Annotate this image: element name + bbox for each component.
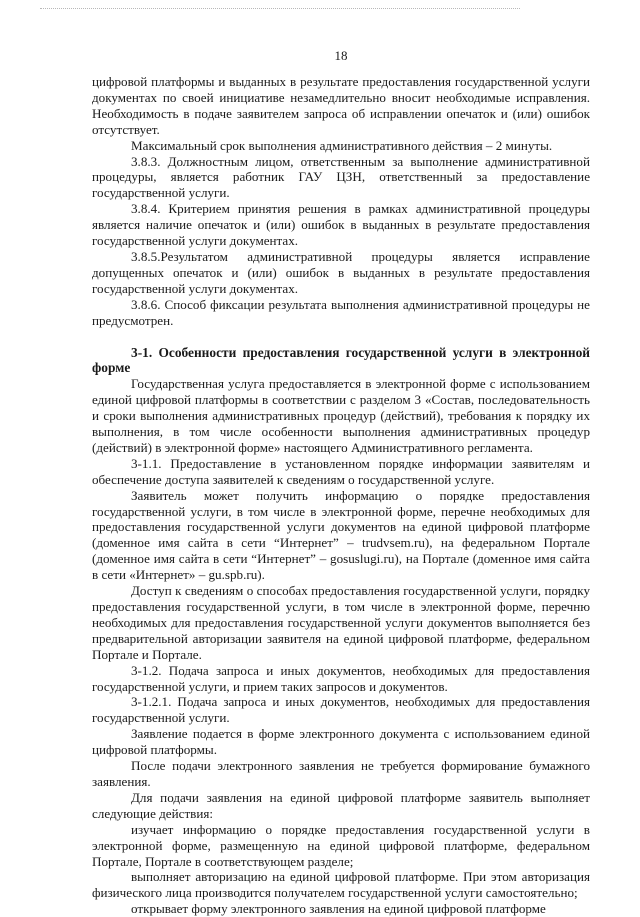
paragraph: 3.8.6. Способ фиксации результата выполнения административной процедуры не предусмотрен. <box>92 296 590 328</box>
paragraph: выполняет авторизацию на единой цифровой платформе. При этом авторизация физического лица производится получателем государственной услуги самостоятельно; <box>92 869 590 901</box>
paragraph: Доступ к сведениям о способах предоставления государственной услуги, порядку предоставления государственной услуги, в том числе в электронной форме, перечню необходимых для предоставления государственной услуги документов выполняется без предварительной авторизации заявителя на единой цифровой платформе, федеральном Портале и Портале. <box>92 583 590 662</box>
paragraph: 3.8.5.Результатом административной процедуры является исправление допущенных опечаток и (или) ошибок в выданных в результате предоставления государственной услуги документах. <box>92 248 590 296</box>
document-body <box>92 74 590 917</box>
paragraph: Государственная услуга предоставляется в электронной форме с использованием единой цифровой платформы в соответствии с разделом 3 «Состав, последовательность и сроки выполнения административных процедур (действий), требования к порядку их выполнения, в том числе особенности выполнения административных процедур (действий) в электронной форме» настоящего Административного регламента. <box>92 376 590 455</box>
paragraph: Заявление подается в форме электронного документа с использованием единой цифровой платформы. <box>92 726 590 758</box>
paragraph: 3-1.2. Подача запроса и иных документов, необходимых для предоставления государственной услуги, и прием таких запросов и документов. <box>92 662 590 694</box>
paragraph: открывает форму электронного заявления на единой цифровой платформе <box>131 901 546 917</box>
paragraph: После подачи электронного заявления не требуется формирование бумажного заявления. <box>92 758 590 789</box>
section-heading: 3-1. Особенности предоставления государственной услуги в электронной форме <box>92 344 590 376</box>
paragraph: 3.8.4. Критерием принятия решения в рамках административной процедуры является наличие опечаток и (или) ошибок в выданных в результате предоставления государственной услуги документах. <box>92 201 590 249</box>
paragraph: 3-1.2.1. Подача запроса и иных документов, необходимых для предоставления государственной услуги. <box>92 694 590 726</box>
paragraph: Для подачи заявления на единой цифровой платформе заявитель выполняет следующие действия: <box>92 789 590 821</box>
paragraph: изучает информацию о порядке предоставления государственной услуги в электронной форме, размещенную на единой цифровой платформе, федеральном Портале, Портале в соответствующем разделе; <box>92 821 590 869</box>
paragraph: цифровой платформы и выданных в результате предоставления государственной услуги документах по своей инициативе незамедлительно вносит необходимые исправления. Необходимость в подаче заявителем запроса об исправлении опечаток и (или) ошибок отсутствует. <box>92 74 590 137</box>
paragraph: Заявитель может получить информацию о порядке предоставления государственной услуги, в том числе в электронной форме, перечне необходимых для предоставления государственной услуги документов на единой цифровой платформе (доменное имя сайта в сети “Интернет” – trudvsem.ru), на федеральном Портале (доменное имя сайта в сети “Интернет” – gosuslugi.ru), на Портале (доменное имя сайта в сети «Интернет» – gu.spb.ru). <box>92 487 590 583</box>
scan-edge-line <box>40 8 520 10</box>
paragraph: 3-1.1. Предоставление в установленном порядке информации заявителям и обеспечение доступа заявителей к сведениям о государственной услуге. <box>92 455 590 487</box>
page-number: 18 <box>334 48 348 63</box>
paragraph: Максимальный срок выполнения административного действия – 2 минуты. <box>131 137 553 153</box>
paragraph: 3.8.3. Должностным лицом, ответственным за выполнение административной процедуры, является работник ГАУ ЦЗН, ответственный за предоставление государственной услуги. <box>92 153 590 201</box>
